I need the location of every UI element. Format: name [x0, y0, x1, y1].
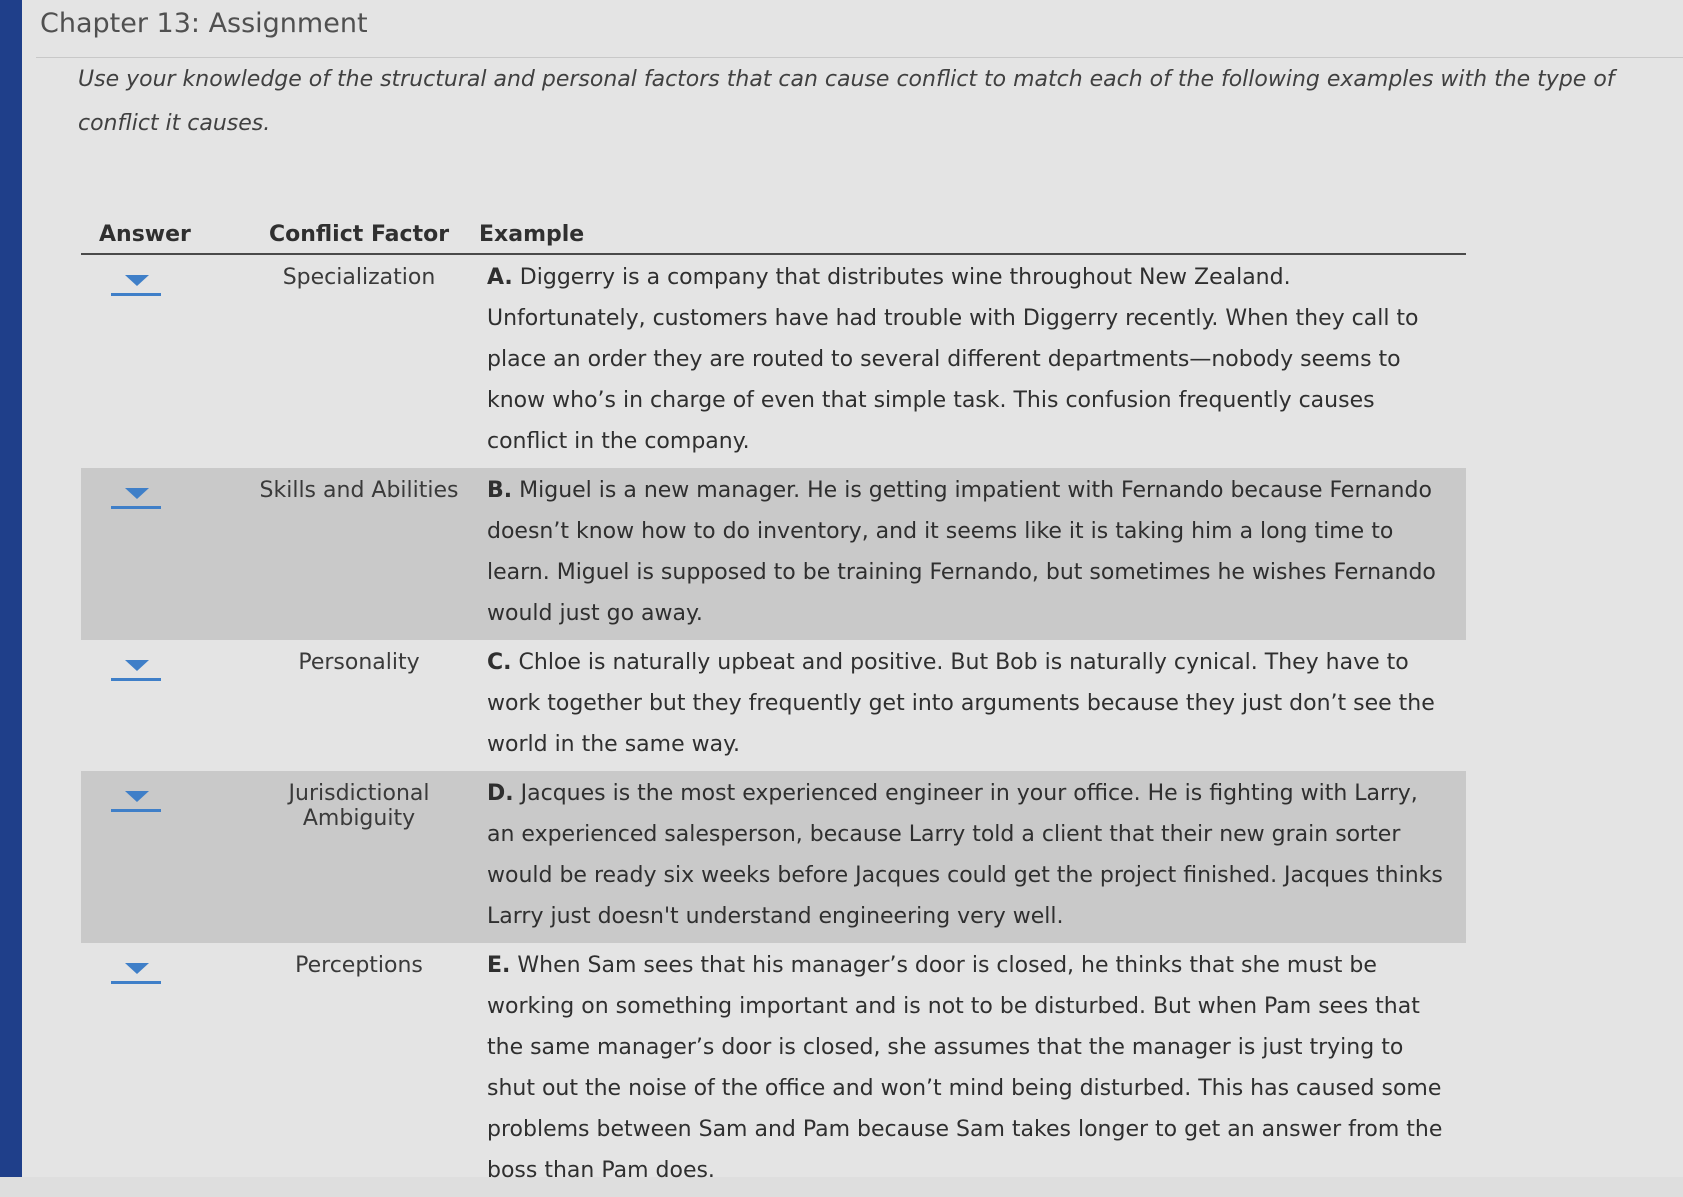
answer-dropdown-a[interactable] [111, 271, 161, 296]
answer-dropdown-c[interactable] [111, 656, 161, 681]
chevron-down-icon [125, 791, 149, 802]
example-body: When Sam sees that his manager’s door is closed, he thinks that she must be working on something important and is not to be disturbed. But when Pam sees that the same manager’s door is closed, she assumes that the manager is just trying to shut out the noise of the office and won’t mind being disturbed. This has caused some problems between Sam and Pam because Sam takes longer to get an answer from the boss than Pam does. [487, 953, 1443, 1183]
conflict-factor-label: Personality [298, 650, 420, 675]
left-edge-strip [0, 0, 22, 1177]
table-row [81, 771, 1466, 943]
conflict-factor-label: Skills and Abilities [239, 468, 479, 640]
conflict-factor-column-header: Conflict Factor [239, 222, 479, 254]
example-text [479, 468, 1466, 640]
matching-table [81, 222, 1466, 1197]
answer-dropdown-e[interactable] [111, 959, 161, 984]
example-letter: B. [487, 478, 513, 503]
table-row [81, 640, 1466, 771]
chevron-down-icon [125, 660, 149, 671]
chevron-down-icon [125, 963, 149, 974]
assignment-page [22, 0, 1683, 1183]
chevron-down-icon [125, 488, 149, 499]
example-text [479, 943, 1466, 1197]
conflict-factor-label: Perceptions [295, 953, 423, 978]
example-letter: C. [487, 650, 512, 675]
example-column-header: Example [479, 222, 1466, 254]
table-row [81, 943, 1466, 1197]
answer-dropdown-d[interactable] [111, 787, 161, 812]
conflict-factor-label: Specialization [282, 265, 436, 290]
example-body: Miguel is a new manager. He is getting impatient with Fernando because Fernando doesn’t know how to do inventory, and it seems like it is taking him a long time to learn. Miguel is supposed to be training Fernando, but sometimes he wishes Fernando would just go away. [487, 478, 1436, 626]
table-row [81, 254, 1466, 468]
example-text [479, 771, 1466, 943]
conflict-factor-label: Jurisdictional Ambiguity [239, 771, 479, 943]
table-header-row [81, 222, 1466, 254]
example-letter: E. [487, 953, 511, 978]
page-title: Chapter 13: Assignment [40, 8, 368, 39]
chevron-down-icon [125, 275, 149, 286]
example-body: Chloe is naturally upbeat and positive. But Bob is naturally cynical. They have to work together but they frequently get into arguments because they just don’t see the world in the same way. [487, 650, 1435, 757]
answer-dropdown-b[interactable] [111, 484, 161, 509]
example-text [479, 254, 1466, 468]
example-text [479, 640, 1466, 771]
example-body: Diggerry is a company that distributes wine throughout New Zealand. Unfortunately, customers have had trouble with Diggerry recently. When they call to place an order they are routed to several different departments—nobody seems to know who’s in charge of even that simple task. This confusion frequently causes conflict in the company. [487, 265, 1419, 454]
example-body: Jacques is the most experienced engineer in your office. He is fighting with Larry, an experienced salesperson, because Larry told a client that their new grain sorter would be ready six weeks before Jacques could get the project finished. Jacques thinks Larry just doesn't understand engineering very well. [487, 781, 1443, 929]
example-letter: D. [487, 781, 514, 806]
instructions-text: Use your knowledge of the structural and personal factors that can cause conflict to match each of the following examples with the type of conflict it causes. [78, 67, 1615, 136]
example-letter: A. [487, 265, 513, 290]
answer-column-header: Answer [81, 222, 239, 254]
table-row [81, 468, 1466, 640]
